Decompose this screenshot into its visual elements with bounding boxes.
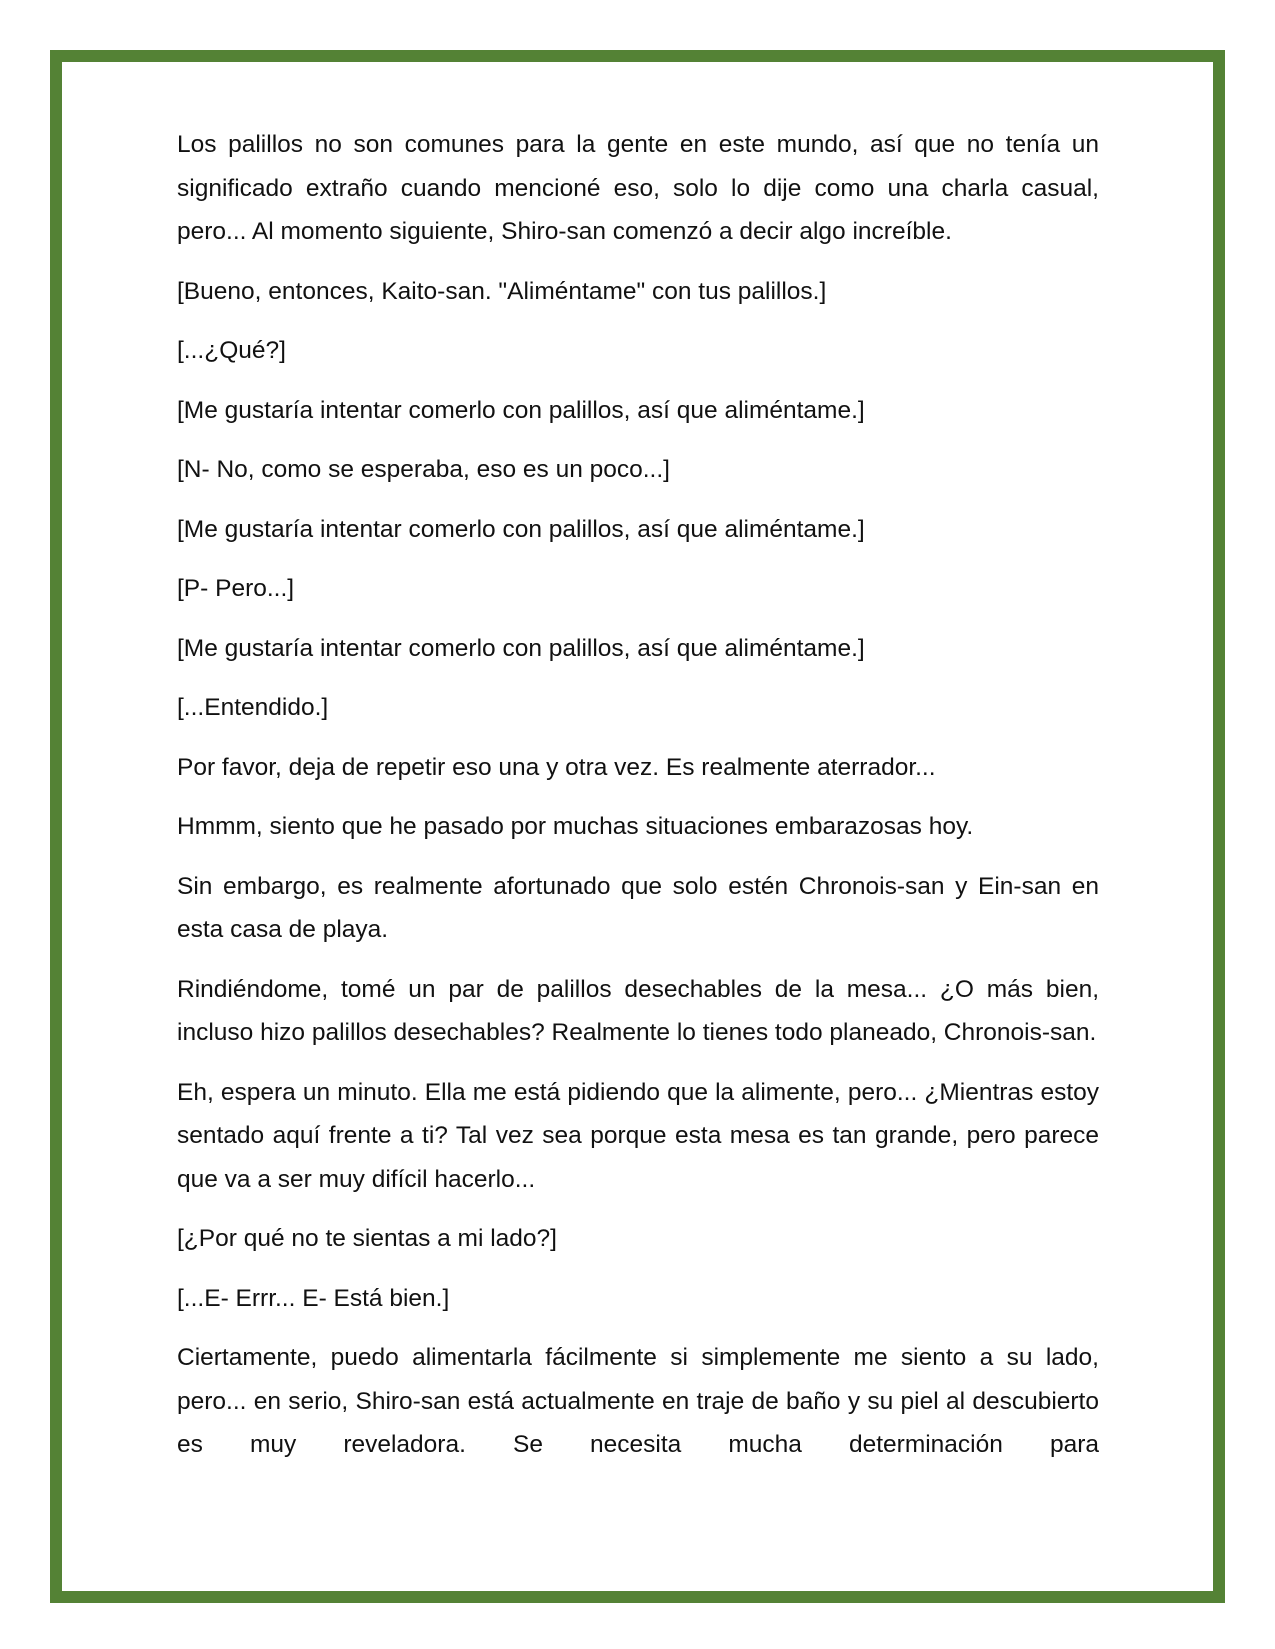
document-body xyxy=(177,123,1099,1483)
paragraph: Sin embargo, es realmente afortunado que solo estén Chronois-san y Ein-san en esta casa de playa. xyxy=(177,872,1099,943)
paragraph: [Me gustaría intentar comerlo con palillos, así que aliméntame.] xyxy=(177,634,865,662)
paragraph: [P- Pero...] xyxy=(177,575,295,602)
paragraph: [¿Por qué no te sientas a mi lado?] xyxy=(177,1225,557,1252)
paragraph: [Me gustaría intentar comerlo con palillos, así que aliméntame.] xyxy=(177,396,865,424)
paragraph: Hmmm, siento que he pasado por muchas situaciones embarazosas hoy. xyxy=(177,813,974,840)
paragraph: Los palillos no son comunes para la gente en este mundo, así que no tenía un significado extraño cuando mencioné eso, solo lo dije como una charla casual, pero... Al momento siguiente, Shiro-san comenzó a decir algo increíble. xyxy=(177,131,1099,245)
paragraph: Ciertamente, puedo alimentarla fácilmente si simplemente me siento a su lado, pero... en serio, Shiro-san está actualmente en traje de baño y su piel al descubierto es muy reveladora. Se necesita mucha determinación para xyxy=(177,1344,1099,1458)
paragraph: [...Entendido.] xyxy=(177,694,329,721)
paragraph: Por favor, deja de repetir eso una y otra vez. Es realmente aterrador... xyxy=(177,753,936,781)
paragraph: [...E- Errr... E- Está bien.] xyxy=(177,1284,450,1312)
paragraph: Eh, espera un minuto. Ella me está pidiendo que la alimente, pero... ¿Mientras estoy sentado aquí frente a ti? Tal vez sea porque esta mesa es tan grande, pero parece que va a ser muy difícil hacerlo... xyxy=(177,1078,1099,1193)
paragraph: [...¿Qué?] xyxy=(177,337,286,364)
paragraph: [Me gustaría intentar comerlo con palillos, así que aliméntame.] xyxy=(177,515,865,543)
paragraph: [N- No, como se esperaba, eso es un poco...] xyxy=(177,456,670,483)
paragraph: [Bueno, entonces, Kaito-san. "Aliméntame" con tus palillos.] xyxy=(177,277,827,305)
paragraph: Rindiéndome, tomé un par de palillos desechables de la mesa... ¿O más bien, incluso hizo palillos desechables? Realmente lo tienes todo planeado, Chronois-san. xyxy=(177,975,1099,1046)
